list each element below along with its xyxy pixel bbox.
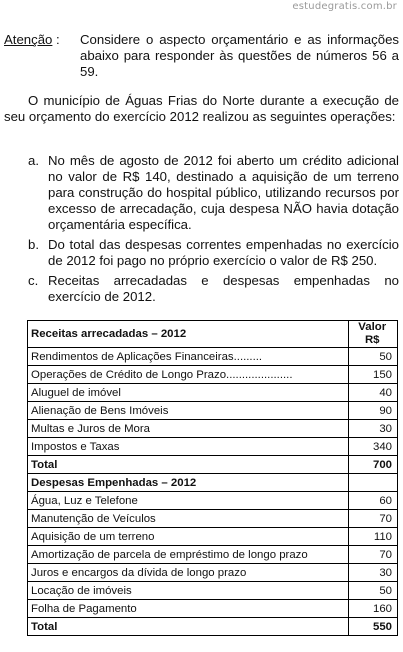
attention-note [4, 32, 399, 80]
revenue-value: 40 [349, 384, 398, 402]
expense-value: 110 [349, 528, 398, 546]
expense-label: Amortização de parcela de empréstimo de longo prazo [28, 546, 349, 564]
list-item [4, 153, 399, 233]
table-row [28, 348, 398, 366]
revenue-label: Multas e Juros de Mora [28, 420, 349, 438]
revenue-value: 90 [349, 402, 398, 420]
item-letter: b. [28, 237, 39, 252]
table-row [28, 546, 398, 564]
revenue-value: 50 [349, 348, 398, 366]
expenses-header-value [349, 474, 398, 492]
revenue-label: Operações de Crédito de Longo Prazo..................... [28, 366, 349, 384]
attention-label: Atenção [4, 32, 53, 47]
revenue-value: 340 [349, 438, 398, 456]
table-row [28, 384, 398, 402]
item-letter: a. [28, 153, 39, 168]
item-text: No mês de agosto de 2012 foi aberto um crédito adicional no valor de R$ 140, destinado a aquisição de um terreno para construção do hospital público, utilizando recursos por excesso de arrecadação, cuja despesa NÃO havia dotação orçamentária específica. [48, 153, 399, 232]
revenue-total-row [28, 456, 398, 474]
expense-total-row [28, 618, 398, 636]
revenue-value: 30 [349, 420, 398, 438]
item-text: Receitas arrecadadas e despesas empenhadas no exercício de 2012. [48, 273, 399, 304]
expense-value: 30 [349, 564, 398, 582]
expense-label: Aquisição de um terreno [28, 528, 349, 546]
expense-value: 70 [349, 546, 398, 564]
revenue-total-value: 700 [349, 456, 398, 474]
table-header-row [28, 321, 398, 348]
expense-label: Água, Luz e Telefone [28, 492, 349, 510]
list-item [4, 273, 399, 305]
value-header-line2: R$ [364, 334, 380, 346]
table-row [28, 510, 398, 528]
expense-value: 160 [349, 600, 398, 618]
revenue-label: Alienação de Bens Imóveis [28, 402, 349, 420]
expense-value: 60 [349, 492, 398, 510]
table-row [28, 528, 398, 546]
item-letter: c. [28, 273, 39, 288]
expenses-header-row [28, 474, 398, 492]
table-row [28, 600, 398, 618]
list-item [4, 237, 399, 269]
value-header-line1: Valor [358, 321, 387, 333]
expense-label: Juros e encargos da dívida de longo prazo [28, 564, 349, 582]
revenue-total-label: Total [28, 456, 349, 474]
expense-label: Locação de imóveis [28, 582, 349, 600]
revenue-label: Rendimentos de Aplicações Financeiras......... [28, 348, 349, 366]
attention-text: Considere o aspecto orçamentário e as informações abaixo para responder às questões de números 56 a 59. [80, 32, 399, 79]
table-row [28, 582, 398, 600]
table-row [28, 564, 398, 582]
revenue-label: Aluguel de imóvel [28, 384, 349, 402]
revenues-header: Receitas arrecadadas – 2012 [28, 321, 349, 348]
value-column-header [349, 321, 398, 348]
table-row [28, 438, 398, 456]
expense-value: 50 [349, 582, 398, 600]
operations-list [4, 153, 399, 309]
expenses-header: Despesas Empenhadas – 2012 [28, 474, 349, 492]
watermark: estudegratis.com.br [292, 1, 397, 12]
expense-value: 70 [349, 510, 398, 528]
expense-label: Manutenção de Veículos [28, 510, 349, 528]
expense-total-label: Total [28, 618, 349, 636]
item-text: Do total das despesas correntes empenhadas no exercício de 2012 foi pago no próprio exercício o valor de R$ 250. [48, 237, 399, 268]
attention-colon: : [56, 32, 60, 47]
expense-total-value: 550 [349, 618, 398, 636]
revenue-value: 150 [349, 366, 398, 384]
intro-paragraph: O município de Águas Frias do Norte durante a execução de seu orçamento do exercício 2012 realizou as seguintes operações: [4, 93, 399, 124]
table-row [28, 492, 398, 510]
table-row [28, 420, 398, 438]
expense-label: Folha de Pagamento [28, 600, 349, 618]
table-row [28, 366, 398, 384]
financial-table [27, 320, 398, 636]
table-row [28, 402, 398, 420]
revenue-label: Impostos e Taxas [28, 438, 349, 456]
